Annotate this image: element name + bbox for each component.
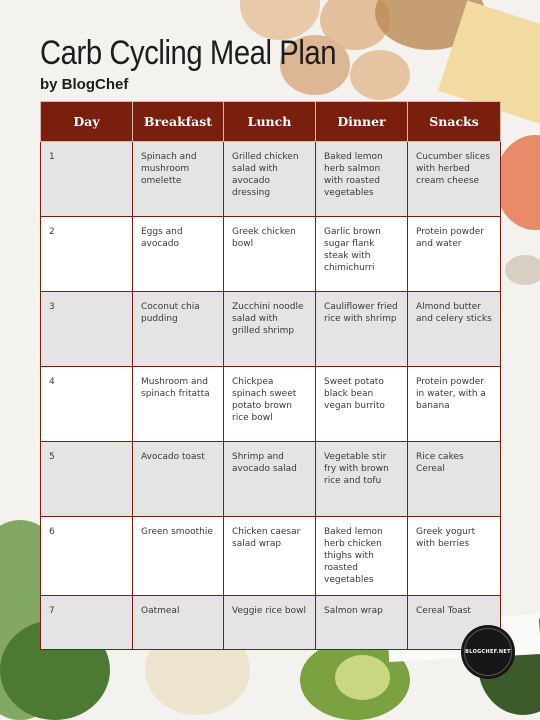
- table-row: [41, 367, 501, 442]
- column-header-breakfast: Breakfast: [133, 102, 224, 142]
- breakfast-cell: Avocado toast: [133, 442, 224, 517]
- breakfast-cell: Spinach and mushroom omelette: [133, 142, 224, 217]
- lunch-cell: Greek chicken bowl: [224, 217, 316, 292]
- dinner-cell: Salmon wrap: [316, 596, 408, 650]
- lunch-cell: Grilled chicken salad with avocado dressing: [224, 142, 316, 217]
- blogchef-logo[interactable]: [461, 625, 515, 679]
- meal-plan-table: [40, 101, 501, 650]
- egg-decoration: [350, 50, 410, 100]
- snacks-cell: Greek yogurt with berries: [408, 517, 501, 596]
- avocado-decoration: [335, 655, 390, 700]
- breakfast-cell: Eggs and avocado: [133, 217, 224, 292]
- dinner-cell: Vegetable stir fry with brown rice and tofu: [316, 442, 408, 517]
- day-cell: 5: [41, 442, 133, 517]
- lunch-cell: Zucchini noodle salad with grilled shrimp: [224, 292, 316, 367]
- snacks-cell: Rice cakes Cereal: [408, 442, 501, 517]
- table-header-row: [41, 102, 501, 142]
- column-header-snacks: Snacks: [408, 102, 501, 142]
- column-header-day: Day: [41, 102, 133, 142]
- dinner-cell: Baked lemon herb salmon with roasted vegetables: [316, 142, 408, 217]
- table-row: [41, 517, 501, 596]
- lunch-cell: Veggie rice bowl: [224, 596, 316, 650]
- day-cell: 3: [41, 292, 133, 367]
- table-row: [41, 292, 501, 367]
- logo-text: BLOGCHEF.NET: [465, 649, 511, 655]
- table-row: [41, 217, 501, 292]
- breakfast-cell: Oatmeal: [133, 596, 224, 650]
- salmon-decoration: [495, 135, 540, 230]
- column-header-lunch: Lunch: [224, 102, 316, 142]
- day-cell: 6: [41, 517, 133, 596]
- snacks-cell: Cucumber slices with herbed cream cheese: [408, 142, 501, 217]
- almond-decoration: [505, 255, 540, 285]
- snacks-cell: Protein powder and water: [408, 217, 501, 292]
- column-header-dinner: Dinner: [316, 102, 408, 142]
- day-cell: 7: [41, 596, 133, 650]
- table-row: [41, 442, 501, 517]
- day-cell: 1: [41, 142, 133, 217]
- dinner-cell: Garlic brown sugar flank steak with chimichurri: [316, 217, 408, 292]
- breakfast-cell: Mushroom and spinach fritatta: [133, 367, 224, 442]
- page-title: Carb Cycling Meal Plan: [40, 34, 337, 72]
- table-row: [41, 596, 501, 650]
- day-cell: 2: [41, 217, 133, 292]
- lunch-cell: Chicken caesar salad wrap: [224, 517, 316, 596]
- byline: by BlogChef: [40, 76, 129, 93]
- breakfast-cell: Green smoothie: [133, 517, 224, 596]
- snacks-cell: Cereal Toast: [408, 596, 501, 650]
- snacks-cell: Almond butter and celery sticks: [408, 292, 501, 367]
- snacks-cell: Protein powder in water, with a banana: [408, 367, 501, 442]
- breakfast-cell: Coconut chia pudding: [133, 292, 224, 367]
- dinner-cell: Baked lemon herb chicken thighs with roasted vegetables: [316, 517, 408, 596]
- day-cell: 4: [41, 367, 133, 442]
- dinner-cell: Cauliflower fried rice with shrimp: [316, 292, 408, 367]
- dinner-cell: Sweet potato black bean vegan burrito: [316, 367, 408, 442]
- lunch-cell: Chickpea spinach sweet potato brown rice bowl: [224, 367, 316, 442]
- table-row: [41, 142, 501, 217]
- lunch-cell: Shrimp and avocado salad: [224, 442, 316, 517]
